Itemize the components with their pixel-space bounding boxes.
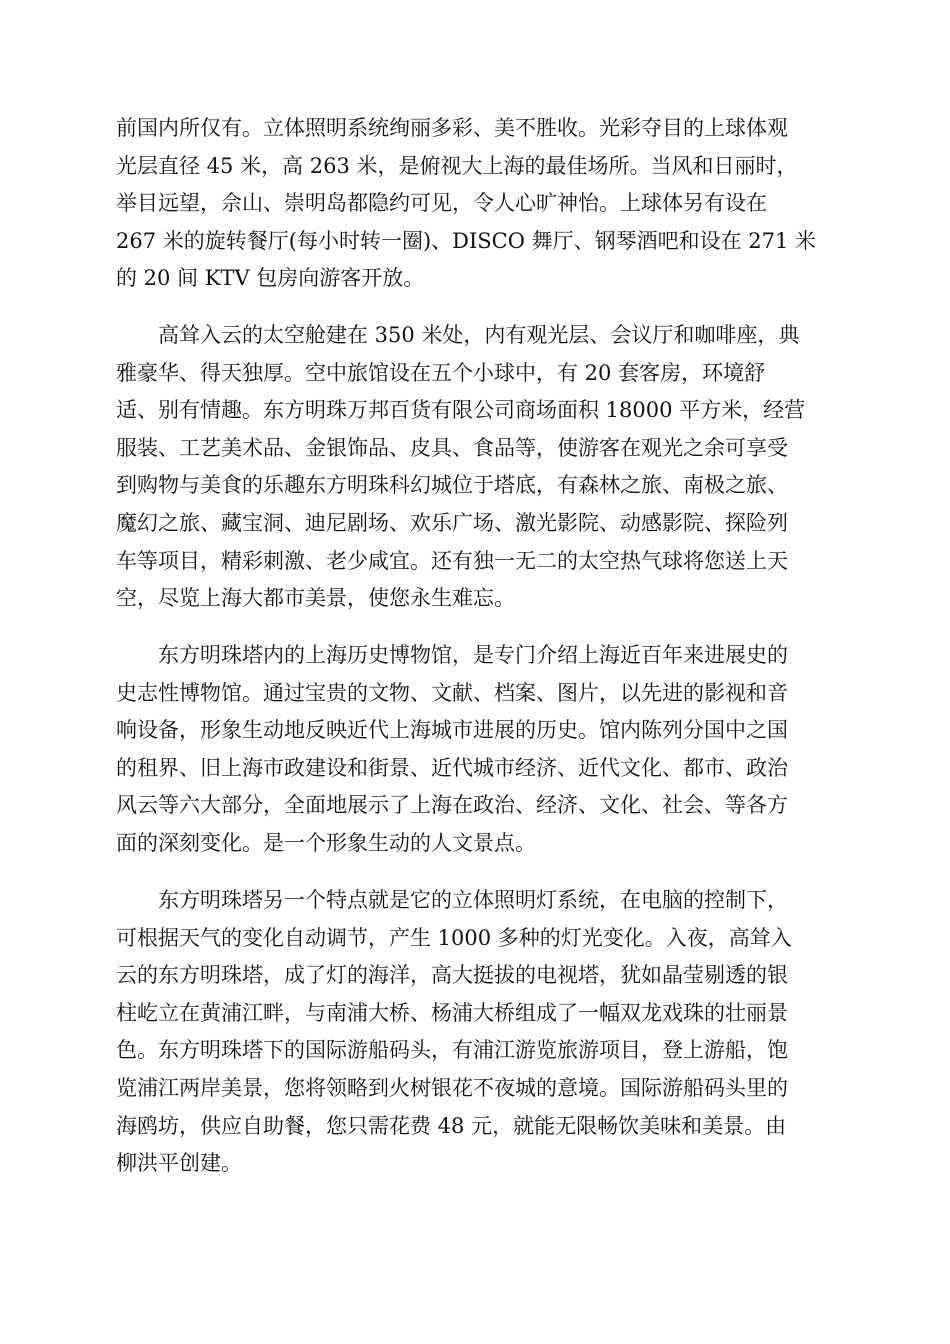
paragraph-line: 云的东方明珠塔，成了灯的海洋，高大挺拔的电视塔，犹如晶莹剔透的银 (116, 963, 788, 988)
paragraph-line: 的 20 间 KTV 包房向游客开放。 (116, 266, 425, 291)
paragraph-line: 举目远望，佘山、崇明岛都隐约可见，令人心旷神怡。上球体另有设在 (116, 191, 767, 216)
paragraph-line: 魔幻之旅、藏宝洞、迪尼剧场、欢乐广场、激光影院、动感影院、探险列 (116, 510, 788, 535)
paragraph-1 (116, 110, 836, 298)
paragraph-line: 到购物与美食的乐趣东方明珠科幻城位于塔底，有森林之旅、南极之旅、 (116, 473, 788, 498)
paragraph-line: 车等项目，精彩刺激、老少咸宜。还有独一无二的太空热气球将您送上天 (116, 548, 788, 573)
paragraph-line: 色。东方明珠塔下的国际游船码头，有浦江游览旅游项目，登上游船，饱 (116, 1038, 788, 1063)
paragraph-line: 东方明珠塔内的上海历史博物馆，是专门介绍上海近百年来进展史的 (116, 643, 788, 667)
paragraph-line: 柱屹立在黄浦江畔，与南浦大桥、杨浦大桥组成了一幅双龙戏珠的壮丽景 (116, 1000, 788, 1025)
paragraph-line: 风云等六大部分，全面地展示了上海在政治、经济、文化、社会、等各方 (116, 793, 788, 818)
paragraph-line: 前国内所仅有。立体照明系统绚丽多彩、美不胜收。光彩夺目的上球体观 (116, 116, 788, 140)
paragraph-line: 服装、工艺美术品、金银饰品、皮具、食品等，使游客在观光之余可享受 (116, 435, 788, 460)
paragraph-line: 的租界、旧上海市政建设和街景、近代城市经济、近代文化、都市、政治 (116, 755, 788, 780)
paragraph-line: 览浦江两岸美景，您将领略到火树银花不夜城的意境。国际游船码头里的 (116, 1075, 788, 1100)
paragraph-2 (116, 317, 836, 618)
paragraph-line: 雅豪华、得天独厚。空中旅馆设在五个小球中，有 20 套客房，环境舒 (116, 360, 766, 385)
paragraph-line: 可根据天气的变化自动调节，产生 1000 多种的灯光变化。入夜，高耸入 (116, 925, 792, 950)
paragraph-line: 光层直径 45 米，高 263 米，是俯视大上海的最佳场所。当风和日丽时， (116, 153, 798, 178)
paragraph-line: 东方明珠塔另一个特点就是它的立体照明灯系统，在电脑的控制下， (116, 888, 788, 912)
paragraph-line: 267 米的旋转餐厅(每小时转一圈)、DISCO 舞厅、钢琴酒吧和设在 271 米 (116, 228, 817, 253)
paragraph-line: 史志性博物馆。通过宝贵的文物、文献、档案、图片，以先进的影视和音 (116, 680, 788, 705)
paragraph-line: 空，尽览上海大都市美景，使您永生难忘。 (116, 586, 515, 611)
paragraph-line: 适、别有情趣。东方明珠万邦百货有限公司商场面积 18000 平方米，经营 (116, 398, 806, 423)
paragraph-3 (116, 637, 836, 863)
paragraph-line: 海鸥坊，供应自助餐，您只需花费 48 元，就能无限畅饮美味和美景。由 (116, 1113, 787, 1138)
paragraph-line: 面的深刻变化。是一个形象生动的人文景点。 (116, 830, 536, 855)
paragraph-line: 柳洪平创建。 (116, 1151, 242, 1176)
paragraph-line: 高耸入云的太空舱建在 350 米处，内有观光层、会议厅和咖啡座，典 (116, 323, 800, 347)
paragraph-4 (116, 882, 836, 1183)
paragraph-line: 响设备，形象生动地反映近代上海城市进展的历史。馆内陈列分国中之国 (116, 718, 788, 743)
